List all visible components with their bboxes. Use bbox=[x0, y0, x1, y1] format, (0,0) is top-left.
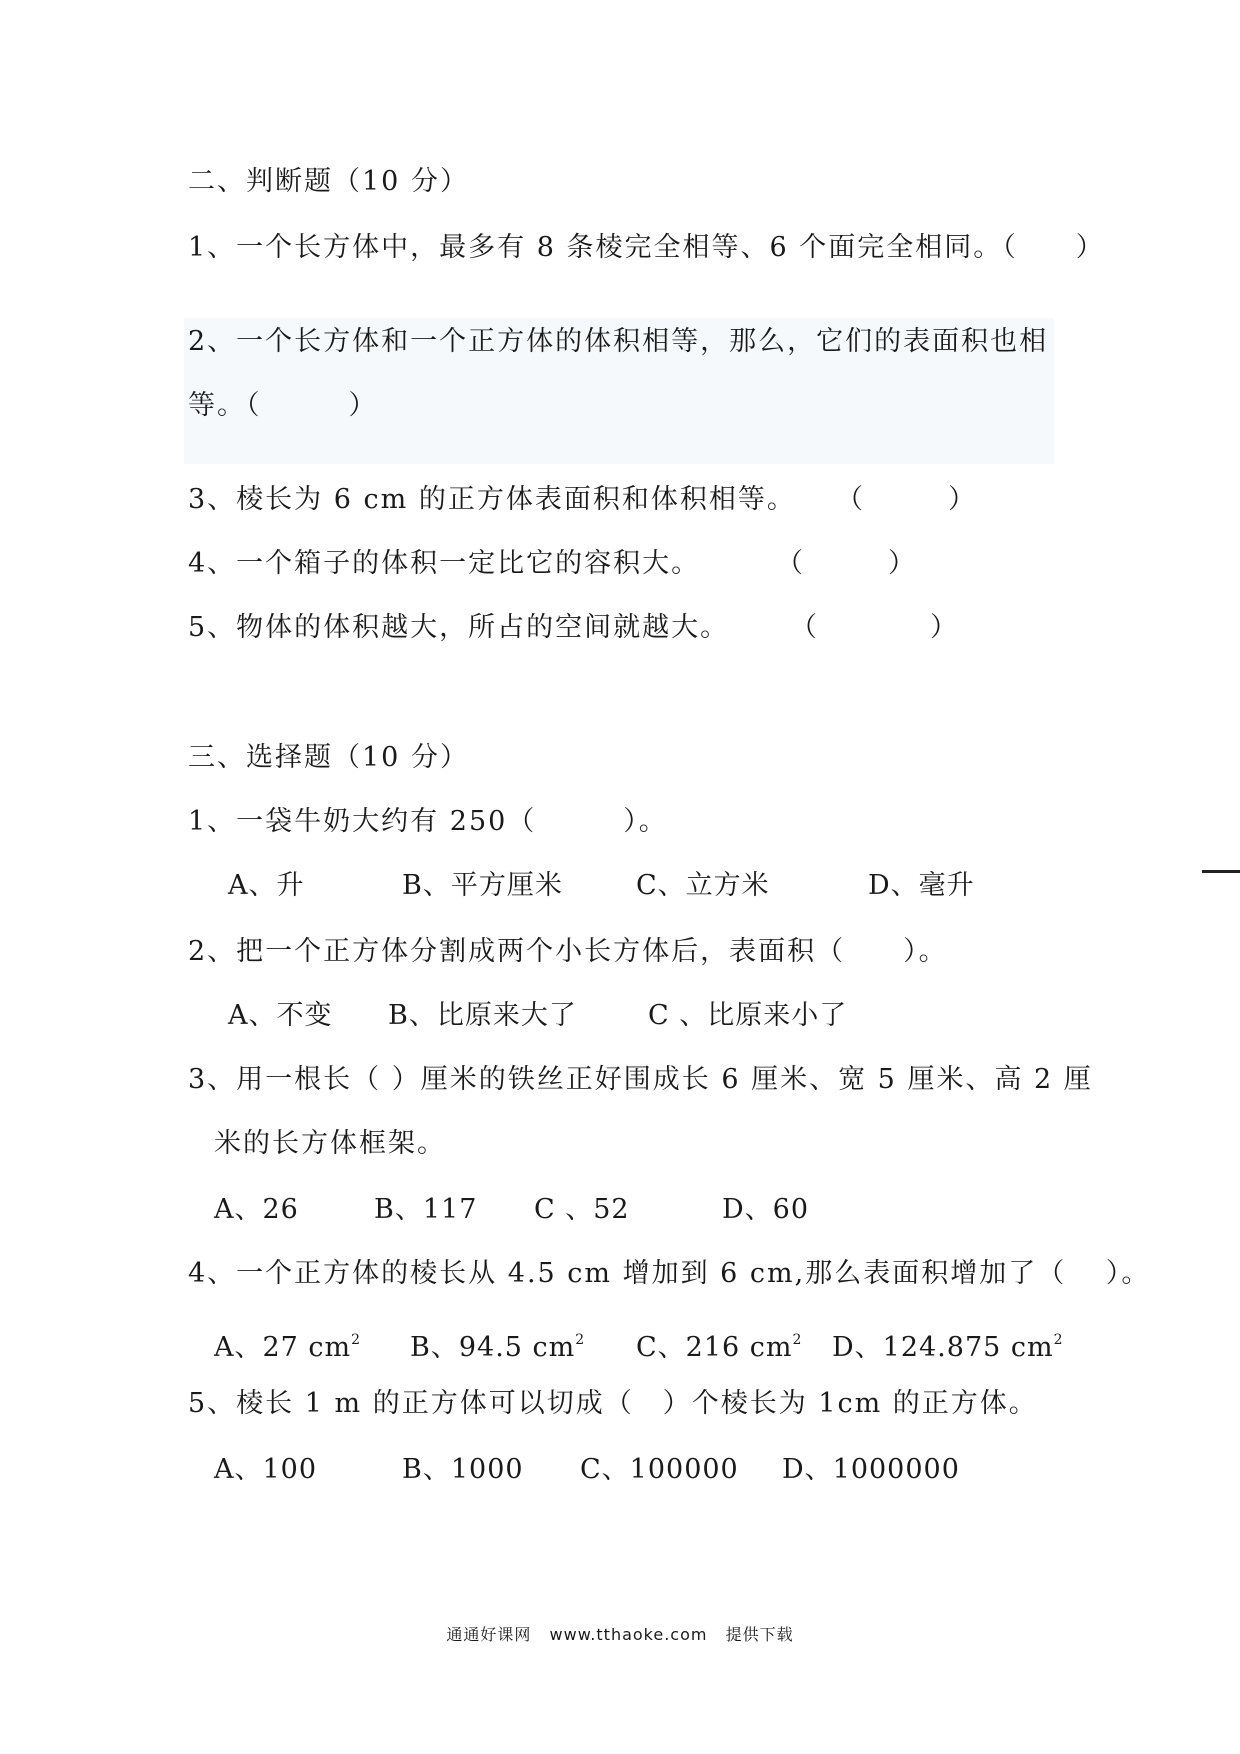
choice-5-option-c: C、100000 bbox=[580, 1454, 739, 1485]
choice-4-option-d bbox=[832, 1320, 1064, 1368]
choice-4-option-c bbox=[636, 1320, 802, 1368]
judge-question-4-answer: （ ） bbox=[776, 548, 916, 579]
squared-superscript: 2 bbox=[351, 1332, 362, 1348]
section-2-title: 二、判断题（10 分） bbox=[188, 166, 469, 197]
choice-2-option-a: A、不变 bbox=[228, 1000, 333, 1031]
squared-superscript: 2 bbox=[575, 1332, 586, 1348]
choice-1-option-c: C、立方米 bbox=[636, 870, 770, 901]
choice-4-option-d-text: D、124.875 cm bbox=[832, 1332, 1054, 1363]
squared-superscript: 2 bbox=[1053, 1332, 1064, 1348]
judge-question-3-answer: （ ） bbox=[836, 484, 976, 515]
choice-3-option-b: B、117 bbox=[374, 1194, 478, 1225]
judge-question-5-text: 5、物体的体积越大，所占的空间就越大。 bbox=[188, 612, 730, 643]
squared-superscript: 2 bbox=[792, 1332, 803, 1348]
choice-4-option-a bbox=[214, 1320, 361, 1368]
choice-1-option-d: D、毫升 bbox=[868, 870, 975, 901]
judge-question-2-line-2: 等。（ ） bbox=[188, 390, 378, 421]
judge-question-1: 1、一个长方体中，最多有 8 条棱完全相等、6 个面完全相同。（ ） bbox=[188, 232, 1105, 263]
choice-5-option-b: B、1000 bbox=[402, 1454, 524, 1485]
footer-url-link[interactable]: www.tthaoke.com bbox=[549, 1625, 708, 1644]
judge-question-3-text: 3、棱长为 6 cm 的正方体表面积和体积相等。 bbox=[188, 484, 796, 515]
choice-4-option-c-text: C、216 cm bbox=[636, 1332, 793, 1363]
margin-tick-mark bbox=[1202, 870, 1240, 873]
choice-question-2: 2、把一个正方体分割成两个小长方体后，表面积（ ）。 bbox=[188, 936, 948, 967]
choice-question-1: 1、一袋牛奶大约有 250（ ）。 bbox=[188, 806, 668, 837]
judge-question-3 bbox=[188, 480, 796, 520]
choice-4-option-b-text: B、94.5 cm bbox=[410, 1332, 576, 1363]
judge-question-5 bbox=[188, 608, 729, 648]
choice-question-5: 5、棱长 1 m 的正方体可以切成（ ）个棱长为 1cm 的正方体。 bbox=[188, 1388, 1038, 1419]
judge-question-2-line-1: 2、一个长方体和一个正方体的体积相等，那么，它们的表面积也相 bbox=[188, 326, 1049, 357]
judge-question-4 bbox=[188, 544, 700, 584]
choice-question-3-line-2: 米的长方体框架。 bbox=[214, 1128, 446, 1159]
footer-action-text: 提供下载 bbox=[725, 1625, 794, 1644]
choice-1-option-a: A、升 bbox=[228, 870, 305, 901]
choice-3-option-a: A、26 bbox=[214, 1194, 299, 1225]
choice-5-option-a: A、100 bbox=[214, 1454, 318, 1485]
choice-5-option-d: D、1000000 bbox=[782, 1454, 960, 1485]
footer-site-name: 通通好课网 bbox=[446, 1625, 532, 1644]
choice-2-option-b: B、比原来大了 bbox=[388, 1000, 577, 1031]
choice-4-option-b bbox=[410, 1320, 585, 1368]
choice-4-option-a-text: A、27 cm bbox=[214, 1332, 352, 1363]
choice-3-option-d: D、60 bbox=[722, 1194, 810, 1225]
judge-question-5-answer: （ ） bbox=[790, 612, 958, 643]
page-footer bbox=[0, 1623, 1240, 1647]
choice-question-4: 4、一个正方体的棱长从 4.5 cm 增加到 6 cm,那么表面积增加了（ ）。 bbox=[188, 1258, 1151, 1289]
choice-question-3-line-1: 3、用一根长（ ）厘米的铁丝正好围成长 6 厘米、宽 5 厘米、高 2 厘 bbox=[188, 1064, 1093, 1095]
choice-1-option-b: B、平方厘米 bbox=[402, 870, 563, 901]
judge-question-4-text: 4、一个箱子的体积一定比它的容积大。 bbox=[188, 548, 701, 579]
section-3-title: 三、选择题（10 分） bbox=[188, 742, 469, 773]
choice-2-option-c: C 、比原来小了 bbox=[648, 1000, 848, 1031]
choice-3-option-c: C 、52 bbox=[534, 1194, 630, 1225]
